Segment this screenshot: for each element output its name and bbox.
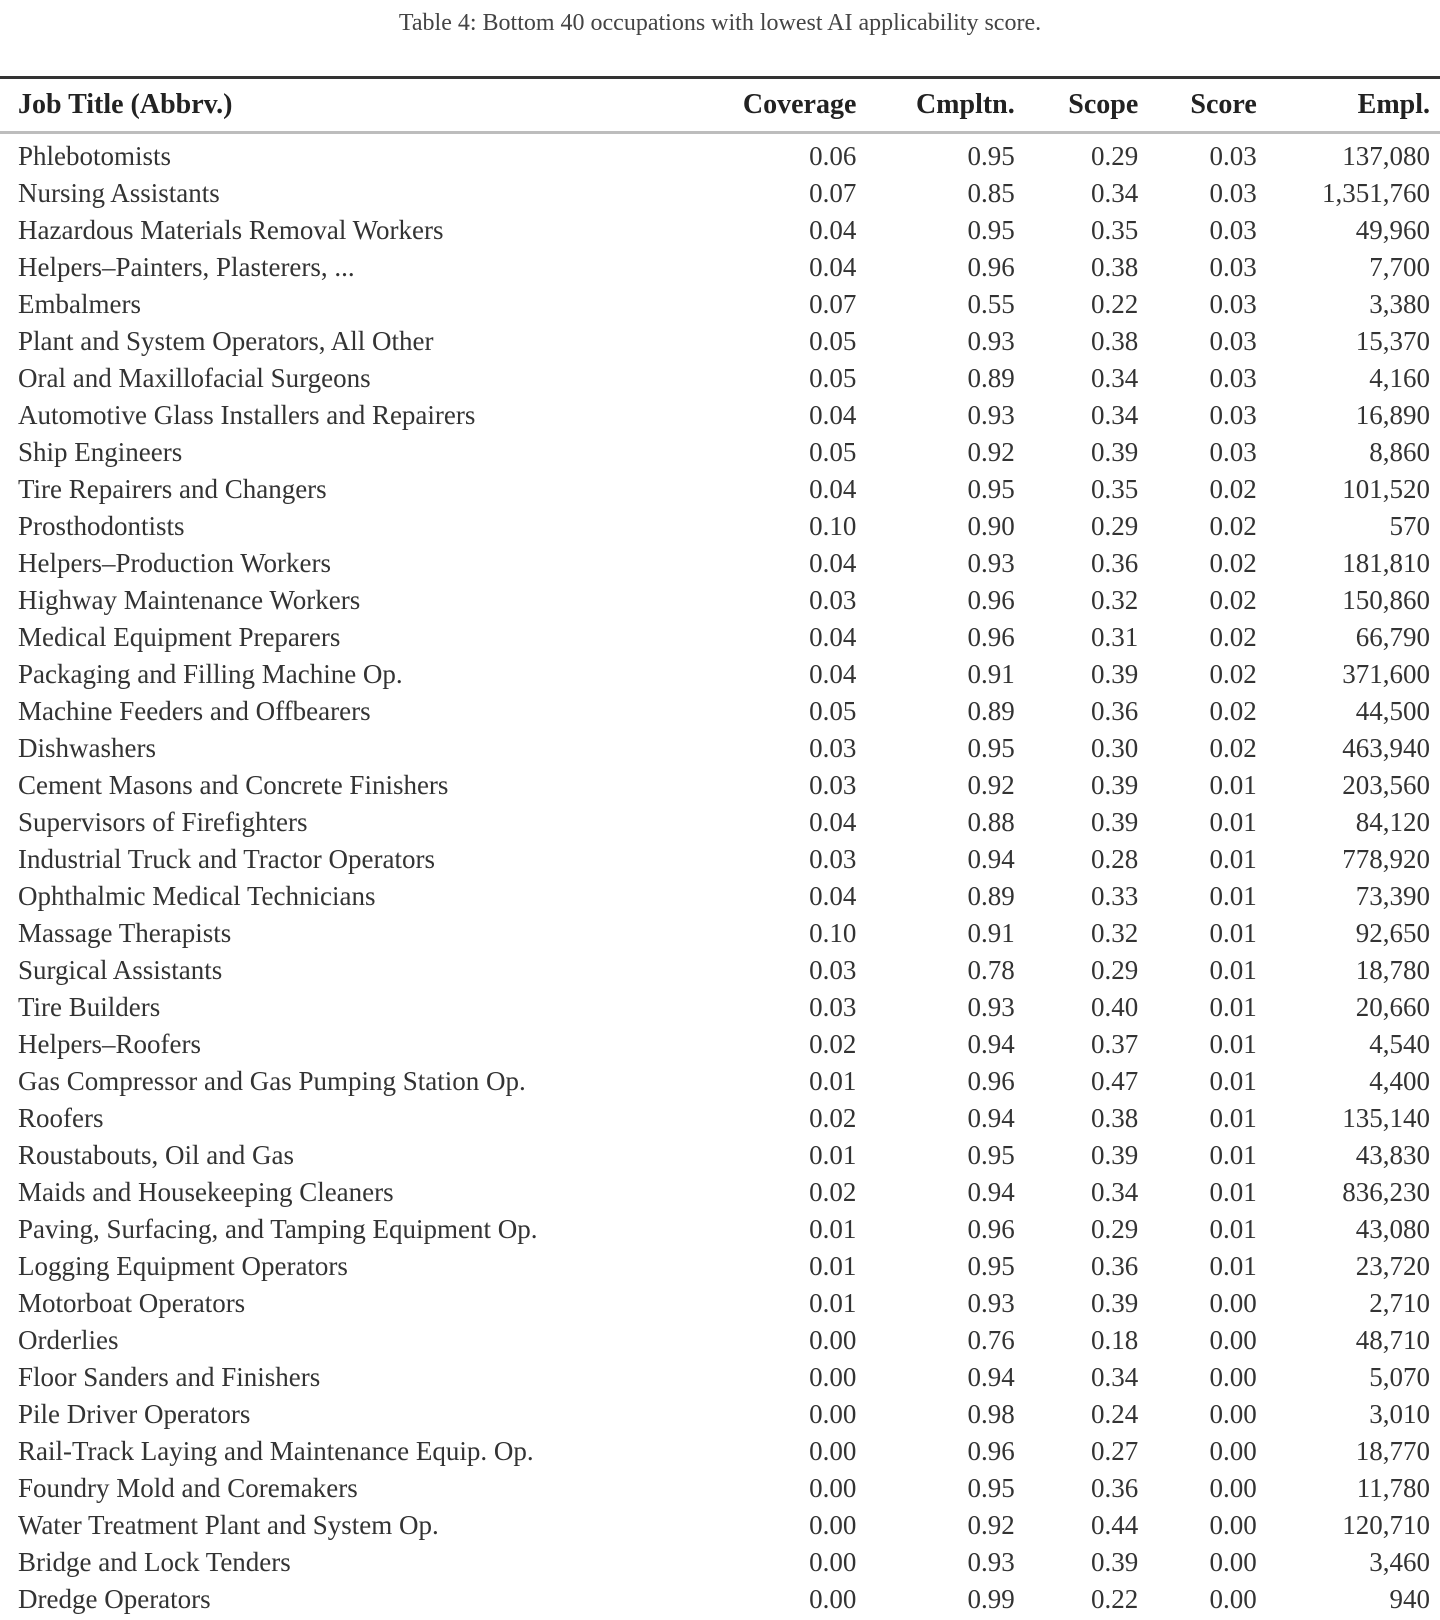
cell-completion: 0.96 xyxy=(967,1066,1015,1096)
cell-scope: 0.28 xyxy=(1091,844,1139,874)
cell-scope: 0.35 xyxy=(1091,474,1139,504)
table-row xyxy=(0,619,1440,656)
cell-coverage: 0.03 xyxy=(809,585,857,615)
cell-coverage: 0.00 xyxy=(809,1436,857,1466)
cell-coverage: 0.04 xyxy=(809,548,857,578)
cell-job-title: Packaging and Filling Machine Op. xyxy=(18,659,403,689)
cell-coverage: 0.04 xyxy=(809,807,857,837)
cell-job-title: Industrial Truck and Tractor Operators xyxy=(18,844,435,874)
cell-coverage: 0.10 xyxy=(809,511,857,541)
header-employment: Empl. xyxy=(1357,89,1430,120)
table-row xyxy=(0,434,1440,471)
cell-score: 0.01 xyxy=(1209,1029,1257,1059)
cell-coverage: 0.03 xyxy=(809,844,857,874)
cell-coverage: 0.01 xyxy=(809,1214,857,1244)
cell-employment: 4,400 xyxy=(1369,1066,1430,1096)
cell-score: 0.03 xyxy=(1209,326,1257,356)
table-row xyxy=(0,1026,1440,1063)
table-row xyxy=(0,1359,1440,1396)
cell-employment: 11,780 xyxy=(1356,1473,1430,1503)
cell-completion: 0.92 xyxy=(967,770,1015,800)
cell-completion: 0.88 xyxy=(967,807,1015,837)
cell-job-title: Bridge and Lock Tenders xyxy=(18,1547,291,1577)
cell-employment: 84,120 xyxy=(1355,807,1430,837)
cell-employment: 3,380 xyxy=(1369,289,1430,319)
cell-scope: 0.29 xyxy=(1091,511,1139,541)
cell-scope: 0.18 xyxy=(1091,1325,1139,1355)
cell-scope: 0.34 xyxy=(1091,1177,1139,1207)
cell-completion: 0.94 xyxy=(967,1362,1015,1392)
cell-completion: 0.93 xyxy=(967,548,1015,578)
cell-completion: 0.95 xyxy=(967,1140,1015,1170)
cell-scope: 0.38 xyxy=(1091,1103,1139,1133)
cell-job-title: Gas Compressor and Gas Pumping Station Op. xyxy=(18,1066,526,1096)
cell-employment: 18,770 xyxy=(1355,1436,1430,1466)
cell-employment: 137,080 xyxy=(1342,141,1430,171)
cell-scope: 0.36 xyxy=(1091,548,1139,578)
cell-score: 0.00 xyxy=(1209,1547,1257,1577)
cell-employment: 23,720 xyxy=(1355,1251,1430,1281)
cell-coverage: 0.00 xyxy=(809,1510,857,1540)
table-row xyxy=(0,804,1440,841)
cell-coverage: 0.04 xyxy=(809,881,857,911)
cell-score: 0.00 xyxy=(1209,1399,1257,1429)
cell-scope: 0.39 xyxy=(1091,1140,1139,1170)
cell-score: 0.03 xyxy=(1209,400,1257,430)
cell-job-title: Roofers xyxy=(18,1103,104,1133)
cell-completion: 0.95 xyxy=(967,733,1015,763)
cell-score: 0.01 xyxy=(1209,770,1257,800)
cell-coverage: 0.03 xyxy=(809,992,857,1022)
cell-score: 0.00 xyxy=(1209,1473,1257,1503)
table-row xyxy=(0,1285,1440,1322)
cell-job-title: Massage Therapists xyxy=(18,918,232,948)
cell-completion: 0.94 xyxy=(967,1177,1015,1207)
table-row xyxy=(0,1433,1440,1470)
cell-completion: 0.93 xyxy=(967,1288,1015,1318)
table-row xyxy=(0,1322,1440,1359)
cell-score: 0.03 xyxy=(1209,215,1257,245)
cell-score: 0.03 xyxy=(1209,252,1257,282)
table-row xyxy=(0,989,1440,1026)
table-row xyxy=(0,1100,1440,1137)
cell-coverage: 0.02 xyxy=(809,1177,857,1207)
cell-job-title: Embalmers xyxy=(18,289,141,319)
cell-completion: 0.89 xyxy=(967,363,1015,393)
header-row xyxy=(0,79,1440,131)
cell-completion: 0.89 xyxy=(967,881,1015,911)
cell-score: 0.03 xyxy=(1209,141,1257,171)
cell-completion: 0.94 xyxy=(967,1103,1015,1133)
cell-coverage: 0.05 xyxy=(809,326,857,356)
cell-scope: 0.32 xyxy=(1091,585,1139,615)
cell-completion: 0.93 xyxy=(967,992,1015,1022)
cell-employment: 48,710 xyxy=(1355,1325,1430,1355)
cell-job-title: Foundry Mold and Coremakers xyxy=(18,1473,358,1503)
cell-completion: 0.90 xyxy=(967,511,1015,541)
cell-completion: 0.95 xyxy=(967,1473,1015,1503)
cell-completion: 0.99 xyxy=(967,1584,1015,1614)
cell-job-title: Ship Engineers xyxy=(18,437,183,467)
cell-completion: 0.96 xyxy=(967,252,1015,282)
cell-employment: 150,860 xyxy=(1342,585,1430,615)
cell-employment: 4,160 xyxy=(1369,363,1430,393)
cell-employment: 92,650 xyxy=(1355,918,1430,948)
table-row xyxy=(0,1581,1440,1618)
cell-coverage: 0.03 xyxy=(809,955,857,985)
table-row xyxy=(0,582,1440,619)
cell-job-title: Tire Repairers and Changers xyxy=(18,474,327,504)
cell-coverage: 0.03 xyxy=(809,770,857,800)
cell-score: 0.01 xyxy=(1209,881,1257,911)
table-row xyxy=(0,360,1440,397)
cell-employment: 463,940 xyxy=(1342,733,1430,763)
cell-completion: 0.92 xyxy=(967,1510,1015,1540)
cell-completion: 0.93 xyxy=(967,1547,1015,1577)
cell-score: 0.01 xyxy=(1209,955,1257,985)
cell-score: 0.02 xyxy=(1209,585,1257,615)
cell-completion: 0.94 xyxy=(967,844,1015,874)
cell-scope: 0.29 xyxy=(1091,141,1139,171)
cell-job-title: Dredge Operators xyxy=(18,1584,211,1614)
cell-completion: 0.91 xyxy=(967,918,1015,948)
cell-completion: 0.93 xyxy=(967,326,1015,356)
cell-job-title: Logging Equipment Operators xyxy=(18,1251,348,1281)
cell-completion: 0.55 xyxy=(967,289,1015,319)
cell-score: 0.00 xyxy=(1209,1362,1257,1392)
cell-scope: 0.39 xyxy=(1091,807,1139,837)
cell-coverage: 0.06 xyxy=(809,141,857,171)
cell-scope: 0.38 xyxy=(1091,326,1139,356)
cell-score: 0.02 xyxy=(1209,696,1257,726)
cell-job-title: Rail-Track Laying and Maintenance Equip. Op. xyxy=(18,1436,534,1466)
cell-score: 0.02 xyxy=(1209,622,1257,652)
cell-scope: 0.33 xyxy=(1091,881,1139,911)
cell-coverage: 0.07 xyxy=(809,178,857,208)
table-row xyxy=(0,1211,1440,1248)
cell-scope: 0.34 xyxy=(1091,1362,1139,1392)
table-row xyxy=(0,286,1440,323)
cell-score: 0.02 xyxy=(1209,511,1257,541)
cell-completion: 0.94 xyxy=(967,1029,1015,1059)
table-row xyxy=(0,656,1440,693)
cell-coverage: 0.00 xyxy=(809,1325,857,1355)
table-row xyxy=(0,175,1440,212)
cell-coverage: 0.01 xyxy=(809,1251,857,1281)
cell-job-title: Roustabouts, Oil and Gas xyxy=(18,1140,294,1170)
cell-employment: 1,351,760 xyxy=(1322,178,1430,208)
cell-scope: 0.39 xyxy=(1091,659,1139,689)
cell-score: 0.03 xyxy=(1209,289,1257,319)
cell-coverage: 0.04 xyxy=(809,474,857,504)
cell-job-title: Prosthodontists xyxy=(18,511,185,541)
cell-scope: 0.36 xyxy=(1091,1473,1139,1503)
cell-completion: 0.78 xyxy=(967,955,1015,985)
table-row xyxy=(0,841,1440,878)
table-row xyxy=(0,915,1440,952)
cell-job-title: Water Treatment Plant and System Op. xyxy=(18,1510,439,1540)
cell-scope: 0.34 xyxy=(1091,363,1139,393)
cell-score: 0.01 xyxy=(1209,1140,1257,1170)
cell-completion: 0.95 xyxy=(967,1251,1015,1281)
cell-employment: 3,010 xyxy=(1369,1399,1430,1429)
table-row xyxy=(0,212,1440,249)
cell-employment: 371,600 xyxy=(1342,659,1430,689)
cell-employment: 18,780 xyxy=(1355,955,1430,985)
table-caption: Table 4: Bottom 40 occupations with lowest AI applicability score. xyxy=(398,10,1042,36)
cell-scope: 0.44 xyxy=(1091,1510,1139,1540)
cell-employment: 836,230 xyxy=(1342,1177,1430,1207)
cell-job-title: Supervisors of Firefighters xyxy=(18,807,308,837)
table-row xyxy=(0,134,1440,175)
cell-employment: 15,370 xyxy=(1355,326,1430,356)
cell-job-title: Nursing Assistants xyxy=(18,178,220,208)
cell-employment: 570 xyxy=(1389,511,1430,541)
cell-completion: 0.91 xyxy=(967,659,1015,689)
table-row xyxy=(0,1507,1440,1544)
cell-job-title: Maids and Housekeeping Cleaners xyxy=(18,1177,394,1207)
cell-employment: 120,710 xyxy=(1342,1510,1430,1540)
cell-job-title: Oral and Maxillofacial Surgeons xyxy=(18,363,371,393)
cell-score: 0.00 xyxy=(1209,1436,1257,1466)
cell-score: 0.03 xyxy=(1209,178,1257,208)
cell-employment: 203,560 xyxy=(1342,770,1430,800)
cell-employment: 5,070 xyxy=(1369,1362,1430,1392)
table-row xyxy=(0,1174,1440,1211)
cell-job-title: Plant and System Operators, All Other xyxy=(18,326,434,356)
table-row xyxy=(0,693,1440,730)
cell-coverage: 0.10 xyxy=(809,918,857,948)
table-row xyxy=(0,1063,1440,1100)
cell-job-title: Phlebotomists xyxy=(18,141,172,171)
table-row xyxy=(0,878,1440,915)
cell-job-title: Motorboat Operators xyxy=(18,1288,246,1318)
table-row xyxy=(0,508,1440,545)
cell-job-title: Medical Equipment Preparers xyxy=(18,622,341,652)
header-job-title: Job Title (Abbrv.) xyxy=(18,89,233,120)
cell-score: 0.00 xyxy=(1209,1510,1257,1540)
cell-score: 0.03 xyxy=(1209,437,1257,467)
cell-completion: 0.93 xyxy=(967,400,1015,430)
occupations-table-container xyxy=(0,76,1440,1618)
cell-job-title: Helpers–Roofers xyxy=(18,1029,201,1059)
cell-score: 0.01 xyxy=(1209,844,1257,874)
cell-employment: 181,810 xyxy=(1342,548,1430,578)
table-row xyxy=(0,952,1440,989)
cell-employment: 4,540 xyxy=(1369,1029,1430,1059)
cell-score: 0.01 xyxy=(1209,918,1257,948)
cell-scope: 0.40 xyxy=(1091,992,1139,1022)
cell-coverage: 0.05 xyxy=(809,437,857,467)
cell-job-title: Hazardous Materials Removal Workers xyxy=(18,215,444,245)
cell-job-title: Helpers–Painters, Plasterers, ... xyxy=(18,252,355,282)
cell-scope: 0.37 xyxy=(1091,1029,1139,1059)
table-row xyxy=(0,397,1440,434)
cell-score: 0.00 xyxy=(1209,1325,1257,1355)
cell-job-title: Paving, Surfacing, and Tamping Equipment Op. xyxy=(18,1214,538,1244)
cell-coverage: 0.00 xyxy=(809,1473,857,1503)
cell-completion: 0.95 xyxy=(967,474,1015,504)
cell-employment: 20,660 xyxy=(1355,992,1430,1022)
cell-scope: 0.39 xyxy=(1091,437,1139,467)
cell-completion: 0.96 xyxy=(967,585,1015,615)
cell-employment: 43,830 xyxy=(1355,1140,1430,1170)
cell-job-title: Highway Maintenance Workers xyxy=(18,585,361,615)
cell-coverage: 0.03 xyxy=(809,733,857,763)
cell-job-title: Machine Feeders and Offbearers xyxy=(18,696,371,726)
cell-scope: 0.35 xyxy=(1091,215,1139,245)
cell-employment: 44,500 xyxy=(1355,696,1430,726)
cell-score: 0.02 xyxy=(1209,659,1257,689)
cell-scope: 0.36 xyxy=(1091,696,1139,726)
cell-scope: 0.39 xyxy=(1091,1547,1139,1577)
cell-completion: 0.92 xyxy=(967,437,1015,467)
cell-completion: 0.95 xyxy=(967,141,1015,171)
table-row xyxy=(0,1470,1440,1507)
table-row xyxy=(0,471,1440,508)
cell-score: 0.02 xyxy=(1209,733,1257,763)
cell-completion: 0.96 xyxy=(967,1436,1015,1466)
cell-coverage: 0.05 xyxy=(809,363,857,393)
cell-coverage: 0.02 xyxy=(809,1103,857,1133)
cell-scope: 0.31 xyxy=(1091,622,1139,652)
cell-employment: 66,790 xyxy=(1355,622,1430,652)
cell-scope: 0.24 xyxy=(1091,1399,1139,1429)
cell-completion: 0.95 xyxy=(967,215,1015,245)
cell-score: 0.01 xyxy=(1209,1066,1257,1096)
cell-scope: 0.47 xyxy=(1091,1066,1139,1096)
cell-score: 0.03 xyxy=(1209,363,1257,393)
cell-score: 0.02 xyxy=(1209,474,1257,504)
cell-employment: 73,390 xyxy=(1355,881,1430,911)
cell-scope: 0.29 xyxy=(1091,955,1139,985)
table-row xyxy=(0,1544,1440,1581)
occupations-table xyxy=(0,79,1440,1618)
cell-scope: 0.30 xyxy=(1091,733,1139,763)
cell-coverage: 0.04 xyxy=(809,622,857,652)
cell-coverage: 0.01 xyxy=(809,1140,857,1170)
cell-score: 0.02 xyxy=(1209,548,1257,578)
cell-employment: 135,140 xyxy=(1342,1103,1430,1133)
cell-job-title: Surgical Assistants xyxy=(18,955,223,985)
cell-employment: 3,460 xyxy=(1369,1547,1430,1577)
cell-employment: 2,710 xyxy=(1369,1288,1430,1318)
table-row xyxy=(0,1396,1440,1433)
cell-job-title: Cement Masons and Concrete Finishers xyxy=(18,770,449,800)
cell-scope: 0.39 xyxy=(1091,770,1139,800)
cell-employment: 16,890 xyxy=(1355,400,1430,430)
cell-job-title: Floor Sanders and Finishers xyxy=(18,1362,321,1392)
cell-scope: 0.36 xyxy=(1091,1251,1139,1281)
cell-employment: 778,920 xyxy=(1342,844,1430,874)
cell-coverage: 0.04 xyxy=(809,659,857,689)
cell-job-title: Orderlies xyxy=(18,1325,119,1355)
cell-coverage: 0.00 xyxy=(809,1547,857,1577)
cell-completion: 0.85 xyxy=(967,178,1015,208)
header-completion: Cmpltn. xyxy=(915,89,1015,120)
cell-scope: 0.39 xyxy=(1091,1288,1139,1318)
cell-score: 0.00 xyxy=(1209,1584,1257,1614)
cell-scope: 0.34 xyxy=(1091,178,1139,208)
cell-scope: 0.27 xyxy=(1091,1436,1139,1466)
cell-coverage: 0.04 xyxy=(809,215,857,245)
cell-scope: 0.32 xyxy=(1091,918,1139,948)
cell-employment: 7,700 xyxy=(1369,252,1430,282)
cell-score: 0.01 xyxy=(1209,992,1257,1022)
cell-completion: 0.76 xyxy=(967,1325,1015,1355)
cell-job-title: Automotive Glass Installers and Repairers xyxy=(18,400,476,430)
cell-scope: 0.22 xyxy=(1091,1584,1139,1614)
cell-completion: 0.98 xyxy=(967,1399,1015,1429)
cell-scope: 0.38 xyxy=(1091,252,1139,282)
cell-completion: 0.89 xyxy=(967,696,1015,726)
cell-scope: 0.34 xyxy=(1091,400,1139,430)
header-scope: Scope xyxy=(1068,89,1139,120)
cell-job-title: Tire Builders xyxy=(18,992,161,1022)
cell-scope: 0.22 xyxy=(1091,289,1139,319)
cell-score: 0.01 xyxy=(1209,1214,1257,1244)
cell-coverage: 0.07 xyxy=(809,289,857,319)
table-row xyxy=(0,1248,1440,1285)
cell-employment: 940 xyxy=(1389,1584,1430,1614)
cell-coverage: 0.00 xyxy=(809,1399,857,1429)
cell-scope: 0.29 xyxy=(1091,1214,1139,1244)
table-body xyxy=(0,134,1440,1618)
cell-job-title: Dishwashers xyxy=(18,733,156,763)
cell-coverage: 0.02 xyxy=(809,1029,857,1059)
cell-coverage: 0.01 xyxy=(809,1066,857,1096)
table-row xyxy=(0,545,1440,582)
cell-job-title: Pile Driver Operators xyxy=(18,1399,251,1429)
cell-employment: 101,520 xyxy=(1342,474,1430,504)
cell-coverage: 0.00 xyxy=(809,1584,857,1614)
table-row xyxy=(0,249,1440,286)
table-row xyxy=(0,1137,1440,1174)
table-row xyxy=(0,767,1440,804)
cell-employment: 8,860 xyxy=(1369,437,1430,467)
cell-coverage: 0.00 xyxy=(809,1362,857,1392)
header-coverage: Coverage xyxy=(742,89,857,120)
cell-employment: 43,080 xyxy=(1355,1214,1430,1244)
cell-score: 0.01 xyxy=(1209,1177,1257,1207)
cell-employment: 49,960 xyxy=(1355,215,1430,245)
cell-job-title: Helpers–Production Workers xyxy=(18,548,332,578)
cell-coverage: 0.04 xyxy=(809,252,857,282)
cell-job-title: Ophthalmic Medical Technicians xyxy=(18,881,376,911)
cell-score: 0.00 xyxy=(1209,1288,1257,1318)
cell-completion: 0.96 xyxy=(967,622,1015,652)
table-row xyxy=(0,730,1440,767)
cell-coverage: 0.04 xyxy=(809,400,857,430)
header-score: Score xyxy=(1190,89,1257,120)
cell-completion: 0.96 xyxy=(967,1214,1015,1244)
cell-score: 0.01 xyxy=(1209,1103,1257,1133)
cell-score: 0.01 xyxy=(1209,807,1257,837)
cell-score: 0.01 xyxy=(1209,1251,1257,1281)
table-row xyxy=(0,323,1440,360)
cell-coverage: 0.01 xyxy=(809,1288,857,1318)
cell-coverage: 0.05 xyxy=(809,696,857,726)
